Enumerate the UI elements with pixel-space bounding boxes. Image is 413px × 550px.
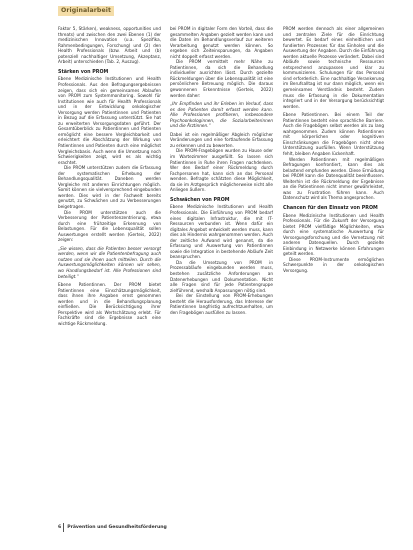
footer-divider [63, 523, 64, 532]
paragraph: Dabei ist ein regelmäßiger Abgleich möglicher Veränderungen und eine fortlaufende Erfassung zu erkennen und zu bewerten. [170, 131, 273, 148]
paragraph: PROM werden dennoch als einer allgemeinen und zentralen Ziele für die Einrichtung bewertet. Es bedarf eines einheitlichen und fundierten Prozesses für das Einholen und die Auswertung der Angaben. Durch die Einführung werden aktuelle Prozesse verändert. Dabei sind Abläufe sowie technische Ressourcen entsprechend anzupassen und klar zu kommunizieren. Schulungen für das Personal sind erforderlich. Eine nachhaltige Verankerung im Berufsalltag ist nur dann möglich, wenn ein gemeinsames Verständnis besteht. Zudem muss die Erfassung in die Dokumentation integriert und in der Versorgung berücksichtigt werden. [283, 26, 384, 109]
paragraph: Ebene Medizinische Institutionen und Health Professionals. Die Einführung von PROM bedarf eines digitalen Infrastruktur, die mit IT-Ressourcen verbunden ist. Wenn dafür ein digitales Angebot entwickelt werden muss, kann dies als Hindernis wahrgenommen werden. Auch der zeitliche Aufwand wird genannt, da die Erfassung und Auswertung von Patientinnen sowie die Integration in bestehende Abläufe Zeit beanspruchen. [170, 204, 273, 260]
text-column-1 [58, 26, 161, 326]
paragraph: bei PROM in digitaler Form den Vorteil, dass die gesammelten Angaben gezielt werden kann und die Daten im Behandlungsverlauf zur weiteren Verarbeitung genutzt werden können. So ergeben sich Zeiteinsparungen, da Angaben nicht doppelt erfasst werden. [170, 26, 273, 59]
quote: „Sie wissen, dass die Patienten besser versorgt werden, wenn wir die Patientenbefragung auch nutzen und sie ihnen auch mitteilen. Durch die Auswertungsmöglichkeiten können wir sehen, wo Handlungsbedarf ist. Alle Professionen sind beteiligt.“ [58, 245, 161, 279]
paragraph: Ebene Medizinische Institutionen und Health Professionals. Für die Zukunft der Versorgung bietet PROM vielfältige Möglichkeiten, etwa durch eine systematische Auswertung für Versorgungsforschung und die Vernetzung mit anderen Datenquellen. Durch gezielte Einbindung in Netzwerke können Erfahrungen geteilt werden. [283, 212, 384, 257]
paragraph: Die PROM-Fragebögen wurden zu Hause oder im Wartezimmer ausgefüllt. So lassen sich Patientinnen in Ruhe ihren Fragen nachdenken. Wer den Bedarf einer Rückmeldung durch Fachpersonen hat, kann sich an das Personal wenden. Befragte schätzten diese Möglichkeit, da sie im Arztgespräch möglicherweise nicht alle Anliegen äußern. [170, 148, 273, 193]
paragraph: Die PROM unterstützen zudem die Erfassung der systematischen Erhebung der Behandlungsqualität. Daneben werden Vergleiche mit anderen Einrichtungen möglich. Somit können sie vielversprechend eingebunden werden. Dies wird in der Fachwelt bereits genutzt, zu Schwächen und zu Verbesserungen beigetragen. [58, 165, 161, 209]
text-column-2 [170, 26, 273, 315]
journal-title: Prävention und Gesundheitsförderung [67, 525, 167, 530]
paragraph: Diese PROM-Instrumente ermöglichen Schwerpunkte in der onkologischen Versorgung. [283, 256, 384, 274]
page-footer [58, 523, 167, 532]
paragraph: Die PROM vermittelt mehr Nähe zu Patientinnen, da sich die Behandlung individueller ausrichten lässt. Durch gezielte Rückmeldungen über die Lebensqualität ist eine persönlichere Betreuung möglich. Die daraus gewonnenen Erkenntnisse (Gerteis, 2022) werden daher: [170, 59, 273, 98]
paragraph: Da die Umsetzung von PROM in Prozessabläufe eingebunden werden muss, bestehen zusätzliche Anforderungen an Datenerhebungen und Dokumentation. Nicht alle Fragen sind für jede Patientengruppe zielführend, weshalb Anpassungen nötig sind. [170, 259, 273, 293]
section-heading: Schwächen von PROM [170, 197, 230, 203]
quote: „Ihr Empfinden und ihr Erleben im Verlauf, dass es den Patienten damit erfasst werden kann. Alle Professionen profitieren, insbesondere Psychoonkologinnen, die Sozialarbeiterinnen und die Ärztinnen.“ [170, 101, 273, 129]
paragraph: Ebene Patientinnen. Der PROM bietet Patientinnen eine Einschätzungsmöglichkeit, dass ihnen ihre Angaben ernst genommen werden und in die Behandlungsplanung einfließen. Die Berücksichtigung ihrer Perspektive wird als Wertschätzung erlebt. Für Fachkräfte sind die Ergebnisse auch eine wichtige Rückmeldung. [58, 282, 161, 326]
section-heading: Chancen für den Einsatz von PROM [283, 205, 378, 211]
paragraph: Ebene Medizinische Institutionen und Health Professionals. Aus den Befragungsergebnissen zeigen, dass sich ein gemeinsames Ablaufen von PROM zum Systemmonitoring. Sowohl für Institutionen wie auch für Health Professionals und in der Entwicklung onkologischer Versorgung werden Patientinnen und Patienten in Bezug auf die Erfassung unterstützt. Sie hat zu erweiterten Versorgungsdaten geführt. Der Gesamtüberblick zu Patientinnen und Patienten ermöglicht eine bessere Vergleichbarkeit und erleichtert die Abschätzung der Wirkung von Patientinnen und Patienten durch eine möglichst Vergleichsbasis. Auch wenn die Umsetzung noch Schwierigkeiten zeigt, wird es als wichtig erachtet. [58, 76, 161, 165]
paragraph: Die PROM unterstützen auch die Verbesserung der Patientenzentrierung, etwa durch eine frühzeitige Erkennung von Belastungen. Für die Lebensqualität sollen Auswertungen erstellt werden (Gerteis, 2022) zeigen: [58, 209, 161, 243]
paragraph: Ebene Patientinnen. Bei einem Teil der Patientinnen besteht eine sprachliche Barriere. Auch die Fragebögen selbst werden als zu lang wahrgenommen. Zudem können Patientinnen mit körperlichen oder kognitiven Einschränkungen die Fragebögen nicht ohne Unterstützung ausfüllen. Wenn Unterstützung fehlt, bleiben Angaben lückenhaft. [283, 112, 384, 157]
section-heading: Stärken von PROM [58, 69, 109, 75]
page-number: 6 [58, 525, 62, 530]
paragraph: Faktor 5, Stärken), weakness, opportunities und threats) und zwischen den zwei Ebenen (1) der medizinischen Innovation (u.a. Spezifika, Rahmenbedingungen, Forschung) und (2) den Health Professionals (bzw. Arbeit und (b) potenziell nachhaltiger Umsetzung, Akzeptanz, Arbeit) unterschieden (Tab. 2, Auszug). [58, 26, 161, 65]
paragraph: Werden Patientinnen mit regelmäßigen Befragungen konfrontiert, kann dies als belastend empfunden werden. Diese Ermüdung bei PROM kann die Datenqualität beeinflussen. Weiterhin ist die Rückmeldung der Ergebnisse an die Patientinnen nicht immer gewährleistet, was zu Frustration führen kann. Auch Datenschutz wird als Thema angesprochen. [283, 156, 384, 201]
section-label: Originalarbeit [58, 6, 114, 16]
paragraph: Bei der Einstellung von PROM-Erhebungen besteht die Herausforderung, das Interesse der Patientinnen langfristig aufrechtzuerhalten, um den Fragebögen ausfüllen zu lassen. [170, 293, 273, 315]
text-column-3 [283, 26, 384, 274]
